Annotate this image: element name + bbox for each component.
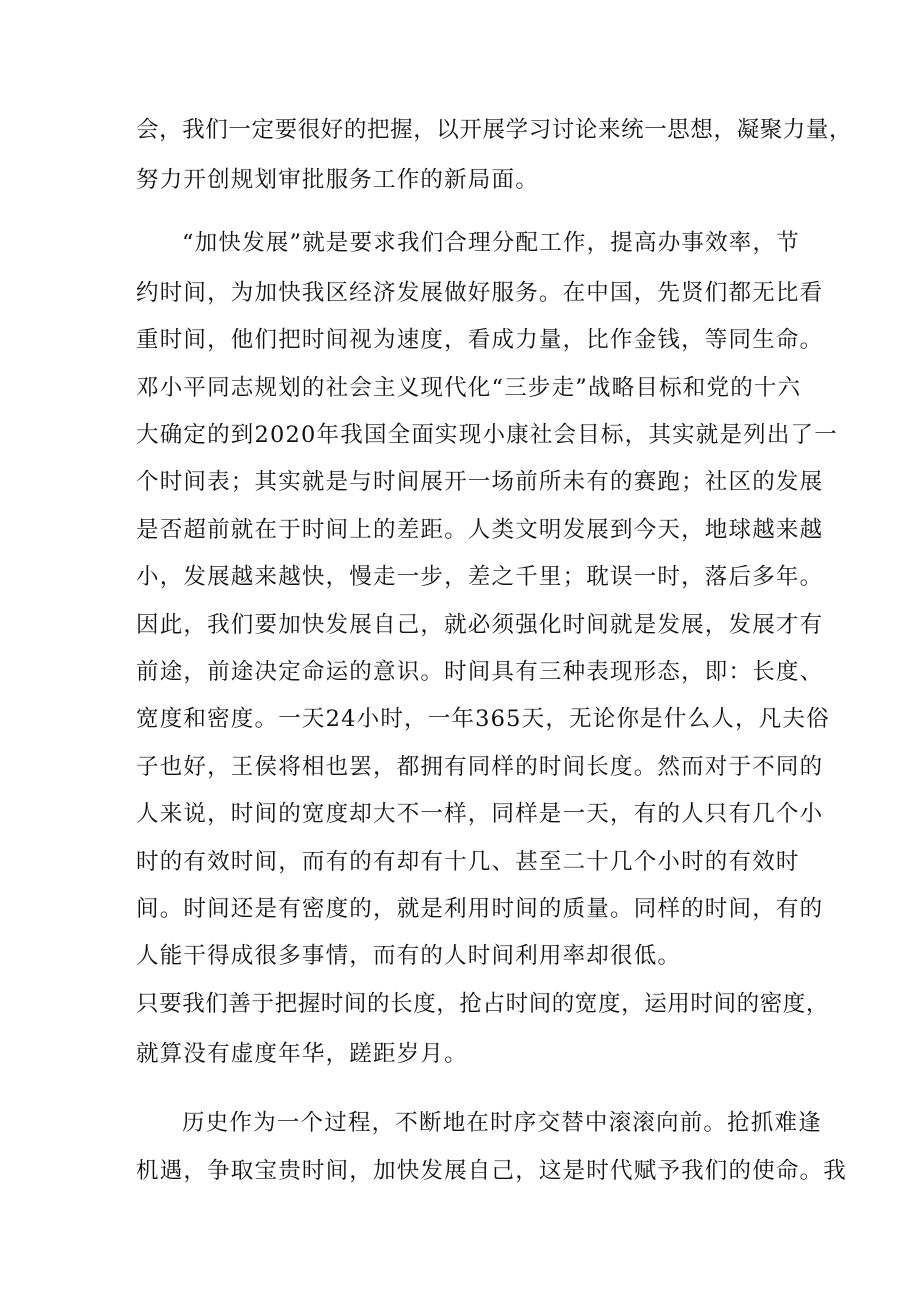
text-line: 只要我们善于把握时间的长度，抢占时间的宽度，运用时间的密度， bbox=[136, 991, 830, 1017]
text-line: 努力开创规划审批服务工作的新局面。 bbox=[136, 167, 539, 193]
text-line: 因此，我们要加快发展自己，就必须强化时间就是发展，发展才有 bbox=[136, 612, 824, 638]
text-line: 宽度和密度。一天24小时，一年365天，无论你是什么人，凡夫俗 bbox=[136, 706, 830, 732]
text-line: 大确定的到2020年我国全面实现小康社会目标，其实就是列出了一 bbox=[136, 422, 838, 448]
text-line: 约时间，为加快我区经济发展做好服务。在中国，先贤们都无比看 bbox=[136, 280, 824, 306]
text-line: 邓小平同志规划的社会主义现代化“三步走”战略目标和党的十六 bbox=[136, 375, 802, 401]
text-line: “加快发展”就是要求我们合理分配工作，提高办事效率，节 bbox=[182, 230, 800, 256]
text-line: 前途，前途决定命运的意识。时间具有三种表现形态，即：长度、 bbox=[136, 659, 824, 685]
text-line: 时的有效时间，而有的有却有十几、甚至二十几个小时的有效时 bbox=[136, 849, 800, 875]
text-line: 小，发展越来越快，慢走一步，差之千里；耽误一时，落后多年。 bbox=[136, 564, 824, 590]
text-line: 间。时间还是有密度的，就是利用时间的质量。同样的时间，有的 bbox=[136, 896, 824, 922]
text-line: 人来说，时间的宽度却大不一样，同样是一天，有的人只有几个小 bbox=[136, 801, 824, 827]
text-line: 子也好，王侯将相也罢，都拥有同样的时间长度。然而对于不同的 bbox=[136, 754, 824, 780]
text-line: 就算没有虚度年华，蹉距岁月。 bbox=[136, 1041, 468, 1067]
text-line: 历史作为一个过程，不断地在时序交替中滚滚向前。抢抓难逢 bbox=[182, 1110, 822, 1136]
text-line: 会，我们一定要很好的把握，以开展学习讨论来统一思想，凝聚力量， bbox=[136, 117, 853, 143]
text-line: 重时间，他们把时间视为速度，看成力量，比作金钱，等同生命。 bbox=[136, 327, 824, 353]
text-line: 是否超前就在于时间上的差距。人类文明发展到今天，地球越来越 bbox=[136, 517, 824, 543]
text-line: 机遇，争取宝贵时间，加快发展自己，这是时代赋予我们的使命。我 bbox=[136, 1158, 848, 1184]
text-line: 个时间表；其实就是与时间展开一场前所未有的赛跑；社区的发展 bbox=[136, 469, 824, 495]
text-line: 人能干得成很多事情，而有的人时间利用率却很低。 bbox=[136, 943, 682, 969]
